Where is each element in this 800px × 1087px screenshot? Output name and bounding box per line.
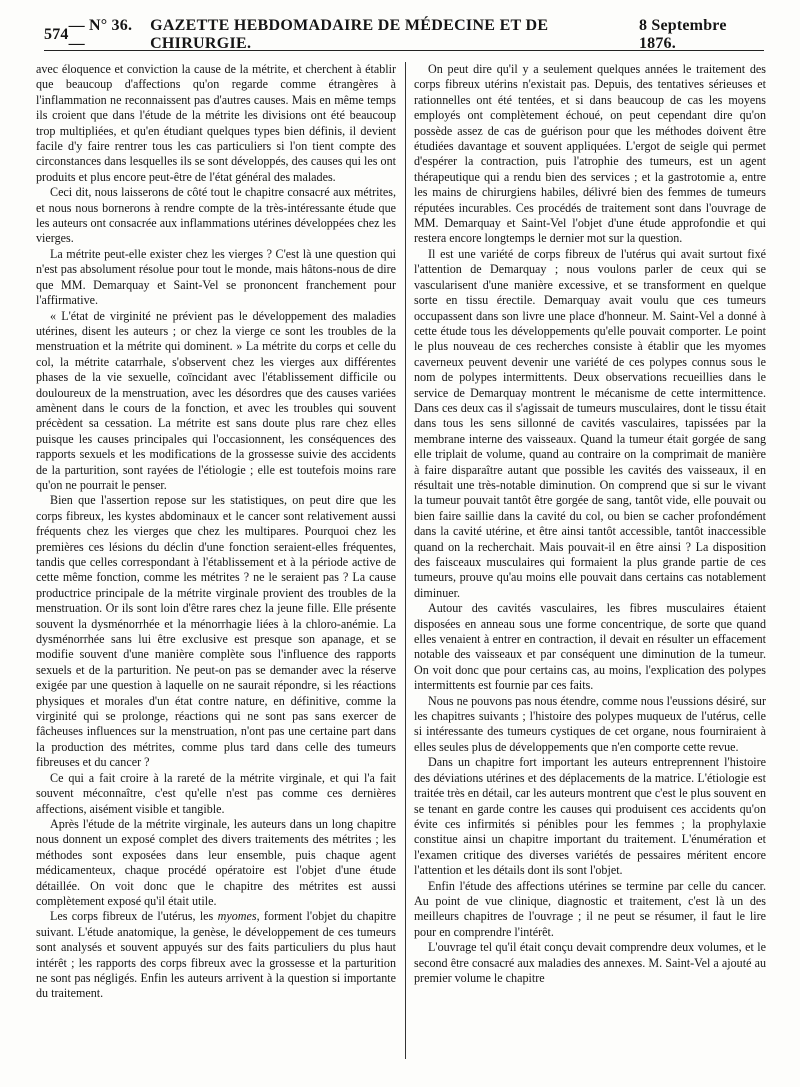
paragraph: La métrite peut-elle exister chez les vierges ? C'est là une question qui n'est pas absolument résolue pour tout le monde, mais hâtons-nous de dire que MM. Demarquay et Saint-Vel se prononcent franchement pour l'affirmative.	[36, 246, 396, 308]
paragraph-text: Les corps fibreux de l'utérus, les	[50, 909, 218, 924]
page-header	[44, 17, 764, 52]
paragraph: Après l'étude de la métrite virginale, les auteurs dans un long chapitre nous donnent un exposé complet des divers traitements des métrites ; les méthodes sont exposées dans leur ensemble, puis chaque agent médicamenteux, chaque procédé opératoire est l'objet d'une étude détaillée. On voit donc que le chapitre des métrites est aussi complètement exposé qu'il était utile.	[36, 816, 396, 908]
paragraph-text: , forment l'objet du chapitre suivant. L'étude anatomique, la genèse, le développement de ces tumeurs sont analysés et souvent appuyés sur des faits particuliers du plus haut intérêt ; les rapports des corps fibreux avec la grossesse et la parturition ne sont pas négligés. Enfin les auteurs arrivent à la question si importante du traitement.	[36, 909, 396, 1001]
paragraph: « L'état de virginité ne prévient pas le développement des maladies utérines, disent les auteurs ; or chez la vierge ce sont les troubles de la menstruation et la métrite qui dominent. » La métrite du corps et celle du col, la métrite catarrhale, s'observent chez les vierges aux différentes phases de la vie sexuelle, coïncidant avec l'établissement difficile ou douloureux de la menstruation, avec les désordres que des causes variées amènent dans le cours de la fonction, et avec les troubles qui souvent précèdent sa cessation. La métrite est sans doute plus rare chez elles puisque les causes principales qui l'occasionnent, les conséquences des rapports sexuels et les modifications de la grossesse suivie des accidents de la parturition, sont rayées de l'étiologie ; elle est toutefois moins rare qu'on ne pourrait le penser.	[36, 308, 396, 492]
paragraph: avec éloquence et conviction la cause de la métrite, et cherchent à établir que beaucoup d'affections qu'on regarde comme étrangères à l'inflammation ne reconnaissent pas d'autres causes. Mais en même temps ils croient que dans l'étude de la métrite les divisions ont été beaucoup trop multipliées, et qu'en étudiant quelques types bien définis, il devient facile d'y faire rentrer tous les cas particuliers si l'on tient compte des circonstances dans lesquelles ils se sont développés, des causes qui les ont produits et plus encore peut-être de l'état général des malades.	[36, 62, 396, 184]
column-divider	[405, 62, 406, 1059]
left-column	[36, 62, 396, 1059]
paragraph: Enfin l'étude des affections utérines se termine par celle du cancer. Au point de vue clinique, diagnostic et traitement, c'est là un des meilleurs chapitres de l'ouvrage ; il ne peut se résumer, il faut le lire pour en comprendre l'intérêt.	[414, 878, 766, 939]
emphasis-term: myomes	[217, 909, 257, 924]
page-number: 574	[44, 26, 69, 43]
paragraph: Il est une variété de corps fibreux de l'utérus qui avait surtout fixé l'attention de Demarquay ; nous voulons parler de ceux qui se vascularisent d'une manière excessive, et se transforment en quelque sorte en tissu érectile. Demarquay avait voulu que ces tumeurs occupassent dans son livre une place d'honneur. M. Saint-Vel a donné à cette étude tous les développements qu'elle pouvait comporter. Le point le plus nouveau de ces recherches consiste à établir que les myomes caverneux peuvent devenir une variété de ces polypes connus sous le nom de polypes intermittents. Deux observations recueillies dans le service de Demarquay montrent le mécanisme de cette intermittence. Dans ces deux cas il s'agissait de tumeurs musculaires, dont le tissu était dans tous les sens sillonné de cavités vasculaires, tapissées par la membrane interne des vaisseaux. Quand la tumeur était gorgée de sang elle triplait de volume, quand au contraire on la comprimait de manière à faire disparaître autant que possible les cavités des vaisseaux, il en résultait une très-notable diminution. On comprend que si sur le vivant la tumeur pouvait tantôt être gorgée de sang, tantôt vide, elle pouvait ou bien faire saillie dans la cavité du col, ou bien se cacher profondément dans la cavité utérine, et être ainsi tantôt accessible, tantôt inaccessible quand on la recherchait. Mais pouvait-il en être ainsi ? La disposition des faisceaux musculaires qui formaient la plus grande partie de ces tumeurs, prouve qu'au moins elle pouvait dans certains cas notablement diminuer.	[414, 246, 766, 600]
paragraph: On peut dire qu'il y a seulement quelques années le traitement des corps fibreux utérins n'existait pas. Depuis, des tentatives sérieuses et rationnelles ont été tentées, et si dans beaucoup de cas les moyens employés ont complètement échoué, on peut cependant dire qu'on possède assez de cas de guérison pour que les méthodes doivent être étudiées davantage et souvent appliquées. L'ergot de seigle qui permet d'espérer la contraction, puis l'atrophie des tumeurs, est un agent thérapeutique qui a rendu bien des services ; et la gastrotomie a, entre les mains de chirurgiens habiles, délivré bien des femmes de tumeurs réputées incurables. Ces procédés de traitement sont dans l'ouvrage de MM. Demarquay et Saint-Vel l'objet d'une étude approfondie et qui restera encore longtemps le dernier mot sur la question.	[414, 62, 766, 246]
paragraph: L'ouvrage tel qu'il était conçu devait comprendre deux volumes, et le second être consacré aux maladies des annexes. M. Saint-Vel a ajouté au premier volume le chapitre	[414, 940, 766, 985]
paragraph: Dans un chapitre fort important les auteurs entreprennent l'histoire des déviations utérines et des déplacements de la matrice. L'étiologie est traitée très en détail, car les auteurs montrent que c'est le plus souvent en se tenant en garde contre les causes qui produisent ces accidents qu'on évite ces infirmités si pénibles pour les femmes ; la prophylaxie constitue ainsi un chapitre important du traitement. L'énumération et l'examen critique des diverses variétés de pessaires méritent encore l'attention et les détails dont ils sont l'objet.	[414, 755, 766, 878]
paragraph: Ceci dit, nous laisserons de côté tout le chapitre consacré aux métrites, et nous nous bornerons à rendre compte de la très-intéressante étude que les auteurs ont consacrée aux inflammations utérines développées chez les vierges.	[36, 185, 396, 246]
paragraph: Ce qui a fait croire à la rareté de la métrite virginale, et qui l'a fait souvent méconnaître, c'est qu'elle n'est pas comme ces dernières affections, aisément visible et tangible.	[36, 770, 396, 816]
journal-title: GAZETTE HEBDOMADAIRE DE MÉDECINE ET DE CHIRURGIE.	[150, 17, 549, 52]
issue-date: 8 Septembre 1876.	[638, 17, 727, 52]
right-column	[414, 62, 766, 1059]
paragraph	[36, 909, 396, 1001]
issue-number: — N° 36. —	[68, 17, 133, 52]
paragraph: Bien que l'assertion repose sur les statistiques, on peut dire que les corps fibreux, les kystes abdominaux et le cancer sont relativement aussi fréquents chez les vierges que chez les multipares. Pourquoi chez les premières ces lésions du déclin d'une fonction seraient-elles fréquentes, tandis que celles correspondant à l'établissement et à la période active de cette même fonction, comme les métrites ? ne le seraient pas ? La cause productrice principale de la métrite virginale provient des troubles de la menstruation. Or ils sont loin d'être rares chez la jeune fille. Elle présente souvent la dysménorrhée et la ménorrhagie liées à la chloro-anémie. La dysménorrhée sans lui être exclusive est presque son apanage, et se modifie souvent d'une manière complète sous l'influence des rapports sexuels et de la parturition. Ne peut-on pas se demander avec la réserve exigée par une question à laquelle on ne saurait répondre, si les réactions physiques et morales d'un état contre nature, en définitive, comme la virginité qui se prolonge, réactions qui ne sont pas sans exercer de fâcheuses influences sur la menstruation, n'ont pas une certaine part dans la production des métrites, comme plus tard dans celle des tumeurs fibreuses et du cancer ?	[36, 493, 396, 770]
paragraph: Autour des cavités vasculaires, les fibres musculaires étaient disposées en anneau sous une forme concentrique, de sorte que quand elles venaient à entrer en contraction, il devait en résulter un effacement notable des vaisseaux et par conséquent une diminution de la tumeur. On voit donc que pour certains cas, au moins, l'explication des polypes intermittents est fournie par ces faits.	[414, 601, 766, 693]
paragraph: Nous ne pouvons pas nous étendre, comme nous l'eussions désiré, sur les chapitres suivants ; l'histoire des polypes muqueux de l'utérus, celle si intéressante des tumeurs cystiques de cet organe, nous fourniraient à elles seules plus de développements que n'en comporte cette revue.	[414, 693, 766, 754]
